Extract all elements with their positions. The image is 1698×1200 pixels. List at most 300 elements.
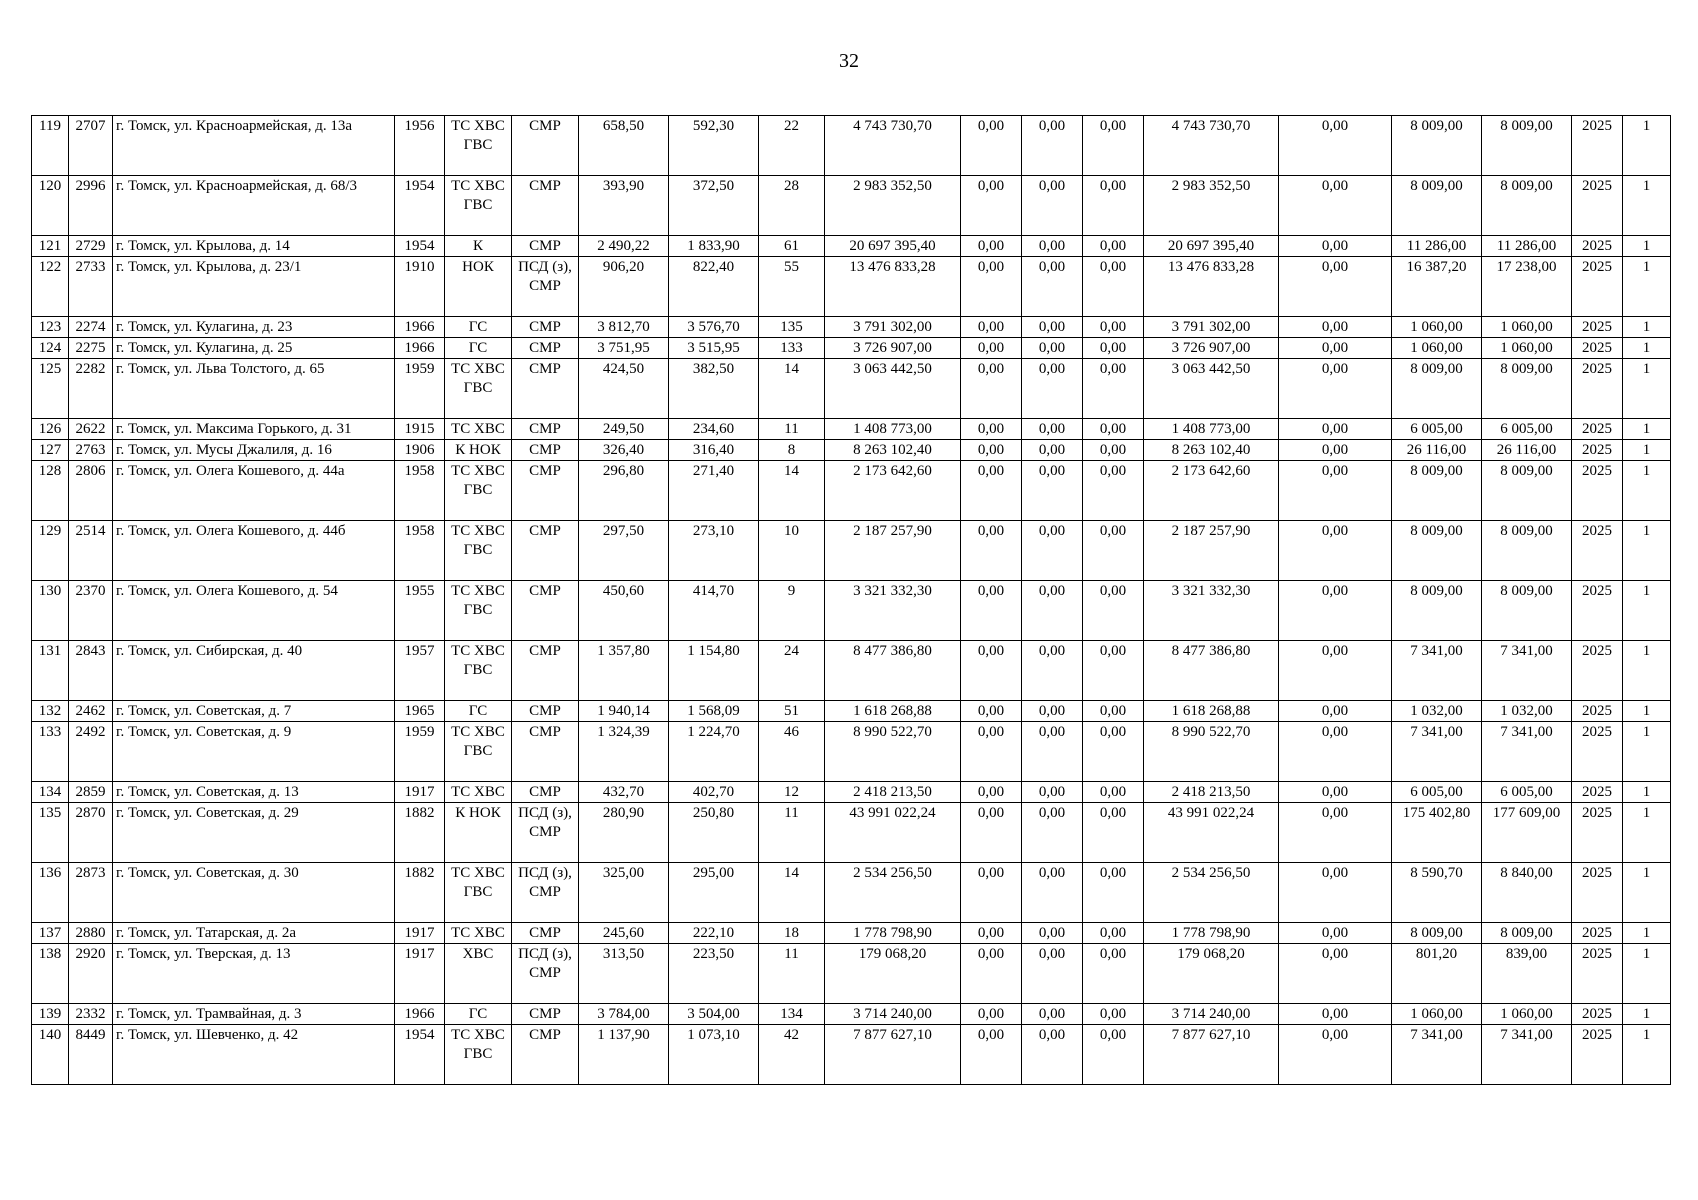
total-cost-cell: 1 408 773,00 — [825, 419, 961, 440]
local-budget-cell: 0,00 — [1083, 461, 1144, 521]
address-cell: г. Томск, ул. Льва Толстого, д. 65 — [113, 359, 395, 419]
work-types-line: ГС — [468, 703, 488, 719]
work-stage-line: СМР — [529, 1027, 561, 1043]
work-stage-cell — [512, 338, 579, 359]
address-cell: г. Томск, ул. Олега Кошевого, д. 44б — [113, 521, 395, 581]
work-stage-line: СМР — [529, 925, 561, 941]
other-funds-cell: 0,00 — [1279, 440, 1392, 461]
work-stage-line: СМР — [529, 583, 561, 599]
flag-cell: 1 — [1623, 803, 1671, 863]
residents-cell: 134 — [759, 1004, 825, 1025]
house-id-cell: 2733 — [69, 257, 113, 317]
living-area-cell: 234,60 — [669, 419, 759, 440]
work-types-line: К НОК — [455, 805, 501, 821]
unit-cost-limit-cell: 1 060,00 — [1482, 338, 1572, 359]
work-types-line: ГВС — [463, 662, 493, 678]
work-stage-line: ПСД (з), — [518, 865, 572, 881]
regional-budget-cell: 0,00 — [1022, 338, 1083, 359]
work-stage-cell — [512, 782, 579, 803]
year-built-cell: 1955 — [395, 581, 445, 641]
plan-year-cell: 2025 — [1572, 338, 1623, 359]
plan-year-cell: 2025 — [1572, 581, 1623, 641]
regional-budget-cell: 0,00 — [1022, 782, 1083, 803]
total-cost-cell: 1 778 798,90 — [825, 923, 961, 944]
flag-cell: 1 — [1623, 641, 1671, 701]
total-area-cell: 245,60 — [579, 923, 669, 944]
fund-cell: 0,00 — [961, 641, 1022, 701]
row-number-cell: 126 — [32, 419, 69, 440]
repair-program-table — [31, 115, 1671, 1085]
living-area-cell: 222,10 — [669, 923, 759, 944]
fund-cell: 0,00 — [961, 440, 1022, 461]
work-stage-line: СМР — [529, 884, 561, 900]
total-cost-cell: 4 743 730,70 — [825, 116, 961, 176]
other-funds-cell: 0,00 — [1279, 338, 1392, 359]
unit-cost-limit-cell: 177 609,00 — [1482, 803, 1572, 863]
address-cell: г. Томск, ул. Кулагина, д. 25 — [113, 338, 395, 359]
regional-budget-cell: 0,00 — [1022, 803, 1083, 863]
work-stage-line: СМР — [529, 178, 561, 194]
owners-funds-cell: 1 618 268,88 — [1144, 701, 1279, 722]
year-built-cell: 1882 — [395, 863, 445, 923]
total-area-cell: 325,00 — [579, 863, 669, 923]
unit-cost-cell: 6 005,00 — [1392, 782, 1482, 803]
total-area-cell: 1 137,90 — [579, 1025, 669, 1085]
local-budget-cell: 0,00 — [1083, 176, 1144, 236]
unit-cost-cell: 8 009,00 — [1392, 521, 1482, 581]
unit-cost-cell: 8 009,00 — [1392, 581, 1482, 641]
owners-funds-cell: 43 991 022,24 — [1144, 803, 1279, 863]
year-built-cell: 1958 — [395, 461, 445, 521]
house-id-cell: 2462 — [69, 701, 113, 722]
other-funds-cell: 0,00 — [1279, 521, 1392, 581]
row-number-cell: 130 — [32, 581, 69, 641]
work-stage-line: СМР — [529, 784, 561, 800]
address-cell: г. Томск, ул. Крылова, д. 23/1 — [113, 257, 395, 317]
fund-cell: 0,00 — [961, 944, 1022, 1004]
living-area-cell: 372,50 — [669, 176, 759, 236]
work-types-cell — [445, 317, 512, 338]
residents-cell: 46 — [759, 722, 825, 782]
fund-cell: 0,00 — [961, 1025, 1022, 1085]
house-id-cell: 2274 — [69, 317, 113, 338]
year-built-cell: 1957 — [395, 641, 445, 701]
unit-cost-limit-cell: 6 005,00 — [1482, 419, 1572, 440]
fund-cell: 0,00 — [961, 803, 1022, 863]
owners-funds-cell: 3 063 442,50 — [1144, 359, 1279, 419]
year-built-cell: 1959 — [395, 359, 445, 419]
residents-cell: 61 — [759, 236, 825, 257]
work-stage-line: СМР — [529, 442, 561, 458]
work-types-cell — [445, 257, 512, 317]
living-area-cell: 295,00 — [669, 863, 759, 923]
owners-funds-cell: 3 791 302,00 — [1144, 317, 1279, 338]
local-budget-cell: 0,00 — [1083, 257, 1144, 317]
work-stage-line: СМР — [529, 965, 561, 981]
house-id-cell: 2492 — [69, 722, 113, 782]
total-cost-cell: 13 476 833,28 — [825, 257, 961, 317]
work-types-cell — [445, 236, 512, 257]
work-stage-line: СМР — [529, 319, 561, 335]
living-area-cell: 1 568,09 — [669, 701, 759, 722]
plan-year-cell: 2025 — [1572, 419, 1623, 440]
table-row — [32, 461, 1671, 521]
work-types-line: К НОК — [455, 442, 501, 458]
owners-funds-cell: 2 534 256,50 — [1144, 863, 1279, 923]
work-types-line: ГВС — [463, 1046, 493, 1062]
work-stage-cell — [512, 116, 579, 176]
address-cell: г. Томск, ул. Красноармейская, д. 13а — [113, 116, 395, 176]
total-area-cell: 3 812,70 — [579, 317, 669, 338]
work-types-line: ГВС — [463, 380, 493, 396]
work-types-line: ГС — [468, 340, 488, 356]
unit-cost-cell: 6 005,00 — [1392, 419, 1482, 440]
work-types-cell — [445, 116, 512, 176]
house-id-cell: 8449 — [69, 1025, 113, 1085]
unit-cost-cell: 7 341,00 — [1392, 1025, 1482, 1085]
row-number-cell: 122 — [32, 257, 69, 317]
local-budget-cell: 0,00 — [1083, 1004, 1144, 1025]
other-funds-cell: 0,00 — [1279, 236, 1392, 257]
flag-cell: 1 — [1623, 359, 1671, 419]
unit-cost-cell: 8 009,00 — [1392, 116, 1482, 176]
other-funds-cell: 0,00 — [1279, 923, 1392, 944]
fund-cell: 0,00 — [961, 923, 1022, 944]
year-built-cell: 1882 — [395, 803, 445, 863]
unit-cost-limit-cell: 8 009,00 — [1482, 581, 1572, 641]
living-area-cell: 250,80 — [669, 803, 759, 863]
year-built-cell: 1966 — [395, 317, 445, 338]
house-id-cell: 2282 — [69, 359, 113, 419]
work-stage-cell — [512, 803, 579, 863]
unit-cost-cell: 11 286,00 — [1392, 236, 1482, 257]
unit-cost-cell: 8 009,00 — [1392, 176, 1482, 236]
plan-year-cell: 2025 — [1572, 440, 1623, 461]
year-built-cell: 1959 — [395, 722, 445, 782]
row-number-cell: 128 — [32, 461, 69, 521]
flag-cell: 1 — [1623, 944, 1671, 1004]
unit-cost-cell: 7 341,00 — [1392, 641, 1482, 701]
flag-cell: 1 — [1623, 236, 1671, 257]
flag-cell: 1 — [1623, 461, 1671, 521]
house-id-cell: 2843 — [69, 641, 113, 701]
living-area-cell: 3 504,00 — [669, 1004, 759, 1025]
local-budget-cell: 0,00 — [1083, 863, 1144, 923]
owners-funds-cell: 4 743 730,70 — [1144, 116, 1279, 176]
work-stage-cell — [512, 236, 579, 257]
year-built-cell: 1917 — [395, 782, 445, 803]
work-stage-line: СМР — [529, 1006, 561, 1022]
fund-cell: 0,00 — [961, 338, 1022, 359]
unit-cost-cell: 1 060,00 — [1392, 338, 1482, 359]
local-budget-cell: 0,00 — [1083, 1025, 1144, 1085]
plan-year-cell: 2025 — [1572, 176, 1623, 236]
living-area-cell: 1 154,80 — [669, 641, 759, 701]
total-cost-cell: 20 697 395,40 — [825, 236, 961, 257]
owners-funds-cell: 3 726 907,00 — [1144, 338, 1279, 359]
total-cost-cell: 8 477 386,80 — [825, 641, 961, 701]
work-types-cell — [445, 944, 512, 1004]
row-number-cell: 121 — [32, 236, 69, 257]
fund-cell: 0,00 — [961, 581, 1022, 641]
total-area-cell: 658,50 — [579, 116, 669, 176]
plan-year-cell: 2025 — [1572, 701, 1623, 722]
fund-cell: 0,00 — [961, 1004, 1022, 1025]
total-area-cell: 424,50 — [579, 359, 669, 419]
address-cell: г. Томск, ул. Советская, д. 9 — [113, 722, 395, 782]
living-area-cell: 822,40 — [669, 257, 759, 317]
house-id-cell: 2880 — [69, 923, 113, 944]
work-types-line: ТС ХВС — [451, 361, 505, 377]
unit-cost-cell: 16 387,20 — [1392, 257, 1482, 317]
total-area-cell: 296,80 — [579, 461, 669, 521]
work-stage-cell — [512, 461, 579, 521]
unit-cost-limit-cell: 7 341,00 — [1482, 1025, 1572, 1085]
living-area-cell: 1 073,10 — [669, 1025, 759, 1085]
unit-cost-limit-cell: 1 032,00 — [1482, 701, 1572, 722]
total-cost-cell: 2 187 257,90 — [825, 521, 961, 581]
unit-cost-limit-cell: 8 009,00 — [1482, 461, 1572, 521]
total-cost-cell: 2 534 256,50 — [825, 863, 961, 923]
house-id-cell: 2707 — [69, 116, 113, 176]
plan-year-cell: 2025 — [1572, 782, 1623, 803]
unit-cost-cell: 8 009,00 — [1392, 923, 1482, 944]
living-area-cell: 402,70 — [669, 782, 759, 803]
residents-cell: 8 — [759, 440, 825, 461]
work-stage-cell — [512, 317, 579, 338]
total-area-cell: 249,50 — [579, 419, 669, 440]
work-types-cell — [445, 863, 512, 923]
table-row — [32, 317, 1671, 338]
other-funds-cell: 0,00 — [1279, 944, 1392, 1004]
residents-cell: 42 — [759, 1025, 825, 1085]
total-cost-cell: 3 714 240,00 — [825, 1004, 961, 1025]
regional-budget-cell: 0,00 — [1022, 701, 1083, 722]
fund-cell: 0,00 — [961, 521, 1022, 581]
plan-year-cell: 2025 — [1572, 236, 1623, 257]
work-stage-line: СМР — [529, 724, 561, 740]
unit-cost-cell: 8 009,00 — [1392, 461, 1482, 521]
unit-cost-limit-cell: 8 009,00 — [1482, 176, 1572, 236]
row-number-cell: 123 — [32, 317, 69, 338]
flag-cell: 1 — [1623, 1025, 1671, 1085]
table-row — [32, 1004, 1671, 1025]
work-stage-line: СМР — [529, 361, 561, 377]
local-budget-cell: 0,00 — [1083, 419, 1144, 440]
living-area-cell: 3 515,95 — [669, 338, 759, 359]
living-area-cell: 271,40 — [669, 461, 759, 521]
local-budget-cell: 0,00 — [1083, 440, 1144, 461]
living-area-cell: 316,40 — [669, 440, 759, 461]
total-cost-cell: 3 321 332,30 — [825, 581, 961, 641]
table-row — [32, 116, 1671, 176]
house-id-cell: 2870 — [69, 803, 113, 863]
residents-cell: 11 — [759, 803, 825, 863]
local-budget-cell: 0,00 — [1083, 944, 1144, 1004]
flag-cell: 1 — [1623, 1004, 1671, 1025]
year-built-cell: 1958 — [395, 521, 445, 581]
work-stage-cell — [512, 581, 579, 641]
fund-cell: 0,00 — [961, 236, 1022, 257]
other-funds-cell: 0,00 — [1279, 722, 1392, 782]
work-types-cell — [445, 923, 512, 944]
local-budget-cell: 0,00 — [1083, 923, 1144, 944]
unit-cost-cell: 1 032,00 — [1392, 701, 1482, 722]
other-funds-cell: 0,00 — [1279, 176, 1392, 236]
total-cost-cell: 8 990 522,70 — [825, 722, 961, 782]
regional-budget-cell: 0,00 — [1022, 521, 1083, 581]
work-types-cell — [445, 176, 512, 236]
flag-cell: 1 — [1623, 317, 1671, 338]
fund-cell: 0,00 — [961, 359, 1022, 419]
work-types-line: ГС — [468, 1006, 488, 1022]
plan-year-cell: 2025 — [1572, 1004, 1623, 1025]
address-cell: г. Томск, ул. Олега Кошевого, д. 44а — [113, 461, 395, 521]
table-row — [32, 782, 1671, 803]
work-stage-cell — [512, 1025, 579, 1085]
row-number-cell: 125 — [32, 359, 69, 419]
total-cost-cell: 7 877 627,10 — [825, 1025, 961, 1085]
work-types-line: ТС ХВС — [451, 463, 505, 479]
unit-cost-limit-cell: 1 060,00 — [1482, 1004, 1572, 1025]
plan-year-cell: 2025 — [1572, 257, 1623, 317]
total-cost-cell: 1 618 268,88 — [825, 701, 961, 722]
owners-funds-cell: 3 321 332,30 — [1144, 581, 1279, 641]
row-number-cell: 119 — [32, 116, 69, 176]
living-area-cell: 273,10 — [669, 521, 759, 581]
work-stage-line: СМР — [529, 238, 561, 254]
work-stage-line: СМР — [529, 523, 561, 539]
year-built-cell: 1910 — [395, 257, 445, 317]
local-budget-cell: 0,00 — [1083, 116, 1144, 176]
work-stage-line: СМР — [529, 703, 561, 719]
unit-cost-cell: 26 116,00 — [1392, 440, 1482, 461]
row-number-cell: 137 — [32, 923, 69, 944]
residents-cell: 133 — [759, 338, 825, 359]
regional-budget-cell: 0,00 — [1022, 440, 1083, 461]
plan-year-cell: 2025 — [1572, 641, 1623, 701]
regional-budget-cell: 0,00 — [1022, 722, 1083, 782]
flag-cell: 1 — [1623, 176, 1671, 236]
other-funds-cell: 0,00 — [1279, 419, 1392, 440]
unit-cost-cell: 7 341,00 — [1392, 722, 1482, 782]
work-stage-line: СМР — [529, 643, 561, 659]
year-built-cell: 1954 — [395, 1025, 445, 1085]
other-funds-cell: 0,00 — [1279, 317, 1392, 338]
address-cell: г. Томск, ул. Красноармейская, д. 68/3 — [113, 176, 395, 236]
total-area-cell: 297,50 — [579, 521, 669, 581]
residents-cell: 14 — [759, 461, 825, 521]
other-funds-cell: 0,00 — [1279, 581, 1392, 641]
flag-cell: 1 — [1623, 116, 1671, 176]
work-types-line: ГВС — [463, 743, 493, 759]
owners-funds-cell: 2 173 642,60 — [1144, 461, 1279, 521]
unit-cost-limit-cell: 6 005,00 — [1482, 782, 1572, 803]
regional-budget-cell: 0,00 — [1022, 863, 1083, 923]
work-types-cell — [445, 722, 512, 782]
work-types-line: ГВС — [463, 602, 493, 618]
row-number-cell: 133 — [32, 722, 69, 782]
table-body — [32, 116, 1671, 1085]
living-area-cell: 382,50 — [669, 359, 759, 419]
work-types-line: ГВС — [463, 884, 493, 900]
work-types-line: ТС ХВС — [451, 523, 505, 539]
local-budget-cell: 0,00 — [1083, 359, 1144, 419]
work-stage-line: СМР — [529, 824, 561, 840]
year-built-cell: 1917 — [395, 923, 445, 944]
work-types-cell — [445, 440, 512, 461]
local-budget-cell: 0,00 — [1083, 803, 1144, 863]
fund-cell: 0,00 — [961, 782, 1022, 803]
work-types-line: ТС ХВС — [451, 643, 505, 659]
address-cell: г. Томск, ул. Сибирская, д. 40 — [113, 641, 395, 701]
plan-year-cell: 2025 — [1572, 722, 1623, 782]
page-number: 32 — [839, 50, 859, 72]
unit-cost-limit-cell: 7 341,00 — [1482, 641, 1572, 701]
table-row — [32, 257, 1671, 317]
house-id-cell: 2514 — [69, 521, 113, 581]
local-budget-cell: 0,00 — [1083, 236, 1144, 257]
local-budget-cell: 0,00 — [1083, 641, 1144, 701]
residents-cell: 14 — [759, 359, 825, 419]
row-number-cell: 136 — [32, 863, 69, 923]
row-number-cell: 131 — [32, 641, 69, 701]
work-stage-line: СМР — [529, 340, 561, 356]
address-cell: г. Томск, ул. Мусы Джалиля, д. 16 — [113, 440, 395, 461]
row-number-cell: 132 — [32, 701, 69, 722]
work-types-line: ТС ХВС — [451, 784, 505, 800]
work-types-line: ТС ХВС — [451, 421, 505, 437]
regional-budget-cell: 0,00 — [1022, 944, 1083, 1004]
address-cell: г. Томск, ул. Крылова, д. 14 — [113, 236, 395, 257]
unit-cost-cell: 801,20 — [1392, 944, 1482, 1004]
residents-cell: 135 — [759, 317, 825, 338]
residents-cell: 22 — [759, 116, 825, 176]
work-types-cell — [445, 581, 512, 641]
row-number-cell: 124 — [32, 338, 69, 359]
flag-cell: 1 — [1623, 701, 1671, 722]
work-types-cell — [445, 521, 512, 581]
local-budget-cell: 0,00 — [1083, 581, 1144, 641]
flag-cell: 1 — [1623, 338, 1671, 359]
address-cell: г. Томск, ул. Советская, д. 13 — [113, 782, 395, 803]
address-cell: г. Томск, ул. Олега Кошевого, д. 54 — [113, 581, 395, 641]
fund-cell: 0,00 — [961, 419, 1022, 440]
other-funds-cell: 0,00 — [1279, 1025, 1392, 1085]
work-stage-line: СМР — [529, 118, 561, 134]
residents-cell: 51 — [759, 701, 825, 722]
regional-budget-cell: 0,00 — [1022, 923, 1083, 944]
work-stage-line: ПСД (з), — [518, 259, 572, 275]
owners-funds-cell: 2 187 257,90 — [1144, 521, 1279, 581]
work-stage-cell — [512, 359, 579, 419]
table-row — [32, 359, 1671, 419]
unit-cost-limit-cell: 8 009,00 — [1482, 521, 1572, 581]
living-area-cell: 1 224,70 — [669, 722, 759, 782]
residents-cell: 9 — [759, 581, 825, 641]
table-row — [32, 863, 1671, 923]
total-area-cell: 450,60 — [579, 581, 669, 641]
year-built-cell: 1915 — [395, 419, 445, 440]
other-funds-cell: 0,00 — [1279, 863, 1392, 923]
plan-year-cell: 2025 — [1572, 1025, 1623, 1085]
row-number-cell: 120 — [32, 176, 69, 236]
owners-funds-cell: 8 477 386,80 — [1144, 641, 1279, 701]
table-row — [32, 701, 1671, 722]
plan-year-cell: 2025 — [1572, 359, 1623, 419]
work-stage-cell — [512, 1004, 579, 1025]
row-number-cell: 129 — [32, 521, 69, 581]
